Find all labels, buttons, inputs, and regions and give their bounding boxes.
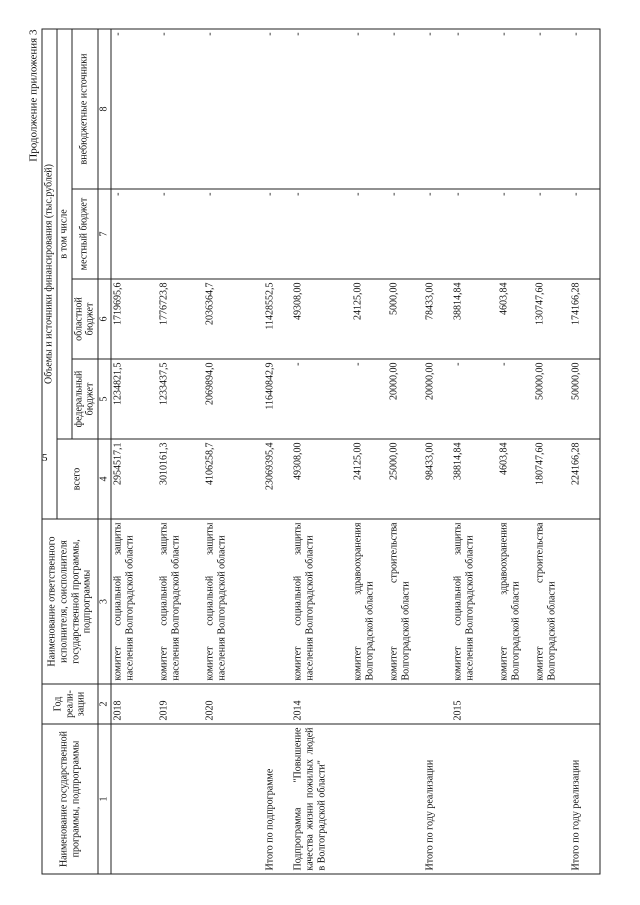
- continuation-note: Продолжение приложения 3: [27, 29, 40, 162]
- row-regional: 130747,60: [533, 279, 569, 359]
- row-name: Итого по подпрограмме: [263, 724, 291, 874]
- row-name: Итого по году реализации: [569, 724, 600, 874]
- row-executor: комитет строительства Волгоградской области: [533, 519, 569, 684]
- col-number: 7: [98, 189, 111, 279]
- row-local: -: [111, 189, 158, 279]
- row-federal: -: [451, 359, 497, 439]
- funding-table: [42, 28, 601, 874]
- table-row: [203, 29, 263, 874]
- row-year: [263, 684, 291, 724]
- col-number: 5: [98, 359, 111, 439]
- row-total: 49308,00: [291, 439, 351, 519]
- row-offbudget: -: [497, 29, 533, 189]
- row-federal: 20000,00: [387, 359, 423, 439]
- row-offbudget: -: [387, 29, 423, 189]
- row-total: 224166,28: [569, 439, 600, 519]
- row-total: 98433,00: [423, 439, 451, 519]
- header-regional: областной бюджет: [72, 279, 99, 359]
- table-row: [569, 29, 600, 874]
- row-offbudget: -: [451, 29, 497, 189]
- row-federal: 1234821,5: [111, 359, 158, 439]
- row-local: -: [351, 189, 387, 279]
- table-row: [451, 29, 497, 874]
- row-local: -: [497, 189, 533, 279]
- row-offbudget: -: [263, 29, 291, 189]
- table-row: [111, 29, 158, 874]
- row-total: 25000,00: [387, 439, 423, 519]
- row-regional: 1719695,6: [111, 279, 158, 359]
- header-offbudget: внебюджетные источники: [72, 29, 99, 189]
- row-total: 24125,00: [351, 439, 387, 519]
- row-federal: -: [351, 359, 387, 439]
- row-federal: 50000,00: [533, 359, 569, 439]
- header-year: Год реали-зации: [42, 684, 98, 724]
- row-year: [497, 684, 533, 724]
- row-total: 4603,84: [497, 439, 533, 519]
- col-number: 4: [98, 439, 111, 519]
- row-local: -: [291, 189, 351, 279]
- row-executor: комитет социальной защиты населения Волгоградской области: [157, 519, 203, 684]
- row-name: [533, 724, 569, 874]
- row-offbudget: -: [157, 29, 203, 189]
- row-name: [497, 724, 533, 874]
- row-local: -: [263, 189, 291, 279]
- row-name: [157, 724, 203, 874]
- table-row: [157, 29, 203, 874]
- row-regional: 2036364,7: [203, 279, 263, 359]
- table-row: [497, 29, 533, 874]
- row-year: [569, 684, 600, 724]
- row-name: [387, 724, 423, 874]
- rotated-document: [28, 30, 613, 875]
- row-regional: 24125,00: [351, 279, 387, 359]
- table-row: [423, 29, 451, 874]
- header-funding: Объемы и источники финансирования (тыс.рублей): [42, 29, 57, 519]
- row-name: Подпрограмма "Повышение качества жизни пожилых людей в Волгоградской области": [291, 724, 351, 874]
- col-number: 1: [98, 724, 111, 874]
- row-offbudget: -: [423, 29, 451, 189]
- row-name: Итого по году реализации: [423, 724, 451, 874]
- row-federal: 2069894,0: [203, 359, 263, 439]
- row-year: 2019: [157, 684, 203, 724]
- row-total: 23069395,4: [263, 439, 291, 519]
- row-federal: -: [291, 359, 351, 439]
- row-regional: 78433,00: [423, 279, 451, 359]
- header-federal: федеральный бюджет: [72, 359, 99, 439]
- row-executor: комитет строительства Волгоградской области: [387, 519, 423, 684]
- row-year: 2015: [451, 684, 497, 724]
- row-local: -: [203, 189, 263, 279]
- row-executor: [569, 519, 600, 684]
- row-regional: 1776723,8: [157, 279, 203, 359]
- row-year: 2014: [291, 684, 351, 724]
- header-name: Наименование государственной программы, подпрограммы: [42, 724, 98, 874]
- row-year: [387, 684, 423, 724]
- table-row: [533, 29, 569, 874]
- row-regional: 38814,84: [451, 279, 497, 359]
- row-year: [423, 684, 451, 724]
- header-total: всего: [57, 439, 98, 519]
- row-local: -: [533, 189, 569, 279]
- header-executor: Наименование ответственного исполнителя, соисполнителя государственной программы, подпрограммы: [42, 519, 98, 684]
- row-year: 2020: [203, 684, 263, 724]
- row-total: 180747,60: [533, 439, 569, 519]
- column-numbers-row: [98, 29, 111, 874]
- row-executor: комитет социальной защиты населения Волгоградской области: [451, 519, 497, 684]
- row-year: [351, 684, 387, 724]
- row-year: [533, 684, 569, 724]
- row-regional: 4603,84: [497, 279, 533, 359]
- row-executor: [263, 519, 291, 684]
- row-federal: 11640842,9: [263, 359, 291, 439]
- header-local: местный бюджет: [72, 189, 99, 279]
- row-name: [203, 724, 263, 874]
- row-local: -: [451, 189, 497, 279]
- table-row: [387, 29, 423, 874]
- table-row: [263, 29, 291, 874]
- row-total: 2954517,1: [111, 439, 158, 519]
- row-regional: 11428552,5: [263, 279, 291, 359]
- row-name: [111, 724, 158, 874]
- header-incl: в том числе: [57, 29, 72, 439]
- row-federal: 20000,00: [423, 359, 451, 439]
- row-offbudget: -: [533, 29, 569, 189]
- row-offbudget: -: [291, 29, 351, 189]
- row-regional: 49308,00: [291, 279, 351, 359]
- row-federal: 1233437,5: [157, 359, 203, 439]
- row-federal: 50000,00: [569, 359, 600, 439]
- row-name: [351, 724, 387, 874]
- col-number: 6: [98, 279, 111, 359]
- col-number: 3: [98, 519, 111, 684]
- row-executor: комитет социальной защиты населения Волгоградской области: [291, 519, 351, 684]
- row-executor: комитет социальной защиты населения Волгоградской области: [203, 519, 263, 684]
- row-total: 38814,84: [451, 439, 497, 519]
- row-offbudget: -: [203, 29, 263, 189]
- row-federal: -: [497, 359, 533, 439]
- row-name: [451, 724, 497, 874]
- page-number: 5: [42, 452, 48, 464]
- col-number: 2: [98, 684, 111, 724]
- col-number: 8: [98, 29, 111, 189]
- row-local: -: [387, 189, 423, 279]
- row-local: -: [157, 189, 203, 279]
- row-regional: 5000,00: [387, 279, 423, 359]
- row-local: -: [569, 189, 600, 279]
- row-executor: [423, 519, 451, 684]
- row-total: 3010161,3: [157, 439, 203, 519]
- row-executor: комитет здравоохранения Волгоградской области: [351, 519, 387, 684]
- row-executor: комитет здравоохранения Волгоградской области: [497, 519, 533, 684]
- row-total: 4106258,7: [203, 439, 263, 519]
- table-row: [351, 29, 387, 874]
- row-year: 2018: [111, 684, 158, 724]
- row-offbudget: -: [351, 29, 387, 189]
- row-executor: комитет социальной защиты населения Волгоградской области: [111, 519, 158, 684]
- row-regional: 174166,28: [569, 279, 600, 359]
- row-offbudget: -: [111, 29, 158, 189]
- row-offbudget: -: [569, 29, 600, 189]
- table-row: [291, 29, 351, 874]
- row-local: -: [423, 189, 451, 279]
